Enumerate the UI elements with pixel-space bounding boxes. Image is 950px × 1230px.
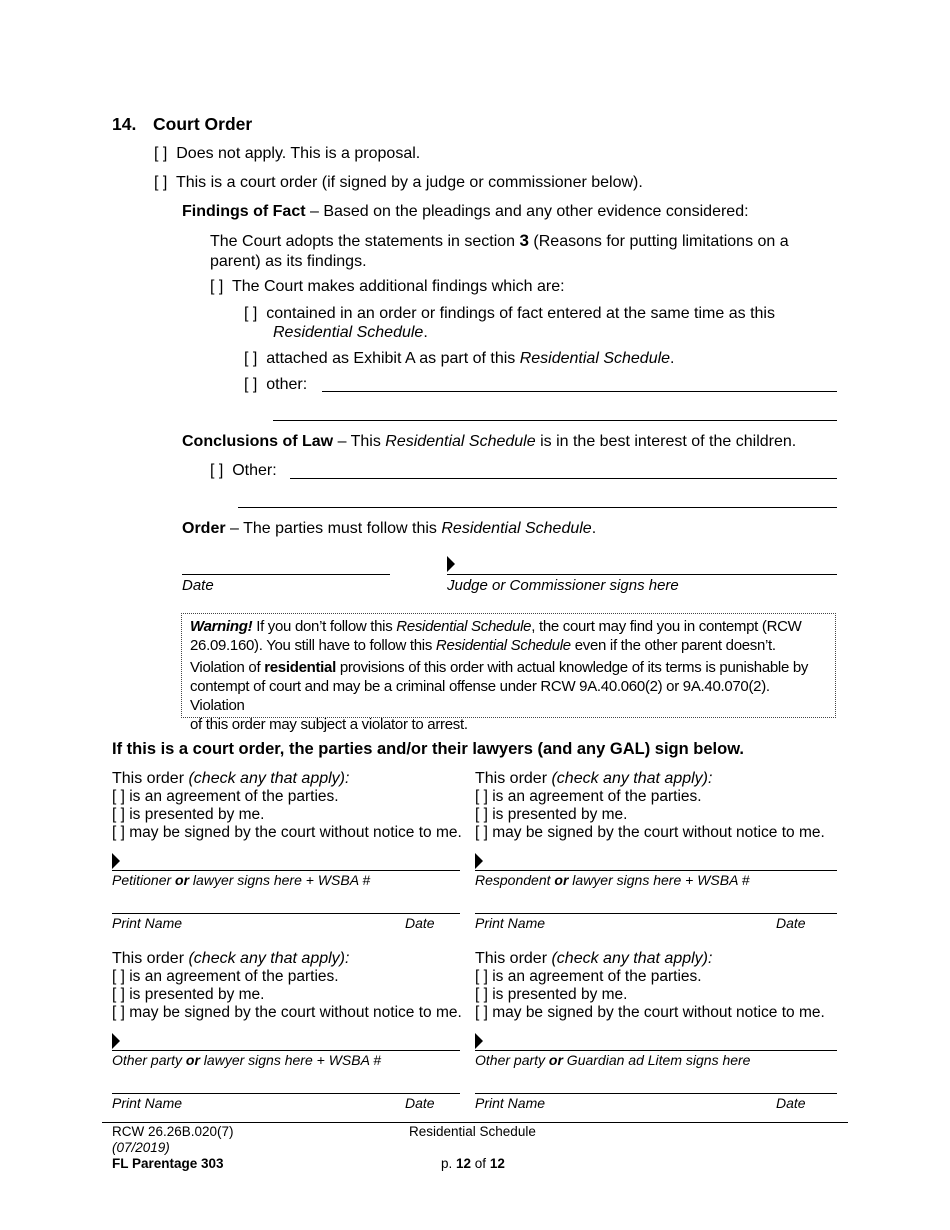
findings-attached[interactable] — [244, 349, 675, 368]
warning-text: provisions of this order with actual knowledge of its terms is punishable by — [335, 659, 809, 676]
checkbox[interactable]: [ ] — [154, 174, 168, 191]
additional-label: The Court makes additional findings which are: — [231, 278, 565, 295]
warning-text: Violation of — [190, 659, 265, 676]
option-agreement[interactable]: [ ] is an agreement of the parties. — [475, 968, 702, 985]
signer-text: Petitioner — [112, 872, 176, 888]
findings-label: Findings of Fact — [182, 203, 306, 220]
respondent-options — [475, 770, 835, 842]
conclusions-other-line-1[interactable] — [290, 478, 837, 479]
findings-other-line-1[interactable] — [322, 391, 837, 392]
signer-text: Respondent — [475, 872, 555, 888]
petitioner-sign-label — [112, 872, 370, 889]
signer-text: lawyer signs here + WSBA # — [189, 872, 371, 888]
findings-heading — [182, 202, 749, 221]
date-label: Date — [405, 915, 435, 931]
or-text: or — [185, 1052, 200, 1068]
this-order-label: This order — [475, 770, 552, 787]
findings-contained-cont — [273, 323, 428, 342]
petitioner-print-name-line[interactable] — [112, 913, 460, 914]
findings-intro: – Based on the pleadings and any other evidence considered: — [305, 203, 749, 220]
conclusions-other-line-2[interactable] — [238, 507, 837, 508]
warning-title: Warning! — [190, 618, 253, 635]
check-any-label: (check any that apply): — [188, 770, 350, 787]
gal-signature-line[interactable] — [475, 1050, 837, 1051]
attached-label: attached as Exhibit A as part of this — [266, 350, 520, 367]
order-label: Order — [182, 520, 226, 537]
section-number: 14. — [112, 114, 137, 134]
gal-options — [475, 950, 835, 1022]
footer-date: (07/2019) — [112, 1140, 170, 1155]
option-presented[interactable]: [ ] is presented by me. — [475, 986, 628, 1003]
signer-text: lawyer signs here + WSBA # — [199, 1052, 382, 1068]
warning-text: of this order may subject a violator to arrest. — [190, 716, 468, 733]
page-text: p. — [441, 1156, 457, 1171]
contained-label: contained in an order or findings of fact entered at the same time as this — [266, 305, 775, 322]
warning-bold: residential — [264, 659, 336, 676]
adopts-text: The Court adopts the statements in section — [210, 233, 520, 250]
option-without-notice[interactable]: [ ] may be signed by the court without notice to me. — [475, 824, 825, 841]
findings-adopts — [210, 231, 789, 251]
signer-text: lawyer signs here + WSBA # — [568, 872, 750, 888]
findings-contained[interactable] — [244, 304, 775, 323]
signature-arrow-icon — [447, 556, 455, 572]
or-text: or — [554, 872, 569, 888]
page-total: 12 — [489, 1156, 505, 1171]
page-number: 12 — [456, 1156, 472, 1171]
findings-other[interactable] — [244, 375, 307, 394]
attached-italic: Residential Schedule — [519, 350, 671, 367]
signature-arrow-icon — [475, 853, 483, 869]
this-order-label: This order — [475, 950, 552, 967]
option-without-notice[interactable]: [ ] may be signed by the court without notice to me. — [112, 824, 462, 841]
checkbox[interactable]: [ ] — [210, 462, 224, 479]
footer-rcw: RCW 26.26B.020(7) — [112, 1124, 234, 1139]
option-agreement[interactable]: [ ] is an agreement of the parties. — [112, 788, 339, 805]
checkbox[interactable]: [ ] — [244, 350, 258, 367]
gal-sign-label — [475, 1052, 750, 1069]
section-title: Court Order — [153, 114, 253, 134]
check-any-label: (check any that apply): — [551, 950, 713, 967]
option-presented[interactable]: [ ] is presented by me. — [112, 986, 265, 1003]
footer-left — [112, 1124, 234, 1172]
contained-period: . — [423, 324, 428, 341]
checkbox[interactable]: [ ] — [210, 278, 224, 295]
conclusions-label: Conclusions of Law — [182, 433, 334, 450]
other-party-sign-label — [112, 1052, 381, 1069]
footer-title: Residential Schedule — [409, 1124, 536, 1139]
option-label: This is a court order (if signed by a judge or commissioner below). — [175, 174, 643, 191]
page-text: of — [471, 1156, 490, 1171]
petitioner-options — [112, 770, 472, 842]
checkbox[interactable]: [ ] — [244, 376, 258, 393]
print-name-label: Print Name — [112, 1095, 183, 1111]
date-label: Date — [405, 1095, 435, 1111]
check-any-label: (check any that apply): — [551, 770, 713, 787]
warning-text: 26.09.160). You still have to follow this — [190, 637, 436, 654]
date-label: Date — [776, 1095, 806, 1111]
order-heading — [182, 519, 596, 538]
this-order-label: This order — [112, 770, 189, 787]
option-presented[interactable]: [ ] is presented by me. — [475, 806, 628, 823]
conclusions-italic: Residential Schedule — [385, 433, 536, 450]
signer-text: Other party — [112, 1052, 186, 1068]
print-name-label: Print Name — [112, 915, 183, 931]
footer-divider — [102, 1122, 848, 1123]
contained-italic: Residential Schedule — [273, 324, 424, 341]
conclusions-other-label: Other: — [232, 462, 277, 479]
conclusions-text-end: is in the best interest of the children. — [535, 433, 797, 450]
order-italic: Residential Schedule — [441, 520, 592, 537]
adopts-section-number: 3 — [519, 231, 529, 250]
respondent-print-name-line[interactable] — [475, 913, 837, 914]
footer-form: FL Parentage 303 — [112, 1156, 224, 1171]
signature-arrow-icon — [112, 1033, 120, 1049]
signer-text: Other party — [475, 1052, 549, 1068]
order-date-line[interactable] — [182, 574, 390, 575]
option-presented[interactable]: [ ] is presented by me. — [112, 806, 265, 823]
other-party-signature-line[interactable] — [112, 1050, 460, 1051]
adopts-text-2: (Reasons for putting limitations on a — [528, 233, 789, 250]
signature-arrow-icon — [112, 853, 120, 869]
warning-text: , the court may find you in contempt (RCW — [531, 618, 802, 635]
date-label: Date — [776, 915, 806, 931]
judge-sign-label: Judge or Commissioner signs here — [447, 577, 679, 594]
petitioner-signature-line[interactable] — [112, 870, 460, 871]
warning-text: If you don’t follow this — [252, 618, 397, 635]
sign-heading: If this is a court order, the parties and/or their lawyers (and any GAL) sign below. — [112, 740, 745, 758]
option-without-notice[interactable]: [ ] may be signed by the court without notice to me. — [112, 1004, 462, 1021]
other-party-print-name-line[interactable] — [112, 1093, 460, 1094]
attached-period: . — [670, 350, 675, 367]
print-name-label: Print Name — [475, 1095, 546, 1111]
option-agreement[interactable]: [ ] is an agreement of the parties. — [475, 788, 702, 805]
other-label: other: — [266, 376, 308, 393]
order-date-label: Date — [182, 577, 214, 594]
warning-text: contempt of court and may be a criminal offense under RCW 9A.40.060(2) or 9A.40.070(2). Violation — [190, 678, 770, 714]
conclusions-text: – This — [333, 433, 386, 450]
order-period: . — [591, 520, 597, 537]
warning-box — [181, 613, 836, 733]
print-name-label: Print Name — [475, 915, 546, 931]
footer-page — [441, 1156, 505, 1172]
findings-additional[interactable] — [210, 277, 565, 296]
other-party-options — [112, 950, 472, 1022]
or-text: or — [175, 872, 190, 888]
warning-text: even if the other parent doesn’t. — [570, 637, 776, 654]
conclusions-heading — [182, 432, 796, 451]
respondent-signature-line[interactable] — [475, 870, 837, 871]
warning-italic: Residential Schedule — [435, 637, 571, 654]
this-order-label: This order — [112, 950, 189, 967]
order-text: – The parties must follow this — [225, 520, 442, 537]
findings-other-line-2[interactable] — [273, 420, 837, 421]
option-without-notice[interactable]: [ ] may be signed by the court without notice to me. — [475, 1004, 825, 1021]
judge-signature-line[interactable] — [447, 574, 837, 575]
option-does-not-apply[interactable] — [154, 144, 420, 163]
respondent-sign-label — [475, 872, 750, 889]
findings-adopts-cont: parent) as its findings. — [210, 253, 367, 270]
option-court-order[interactable] — [154, 173, 643, 192]
option-agreement[interactable]: [ ] is an agreement of the parties. — [112, 968, 339, 985]
signature-arrow-icon — [475, 1033, 483, 1049]
signer-text: Guardian ad Litem signs here — [562, 1052, 751, 1068]
checkbox[interactable]: [ ] — [244, 305, 258, 322]
warning-italic: Residential Schedule — [396, 618, 532, 635]
checkbox[interactable]: [ ] — [154, 145, 168, 162]
option-label: Does not apply. This is a proposal. — [176, 145, 421, 162]
conclusions-other[interactable] — [210, 461, 277, 480]
or-text: or — [548, 1052, 563, 1068]
check-any-label: (check any that apply): — [188, 950, 350, 967]
gal-print-name-line[interactable] — [475, 1093, 837, 1094]
